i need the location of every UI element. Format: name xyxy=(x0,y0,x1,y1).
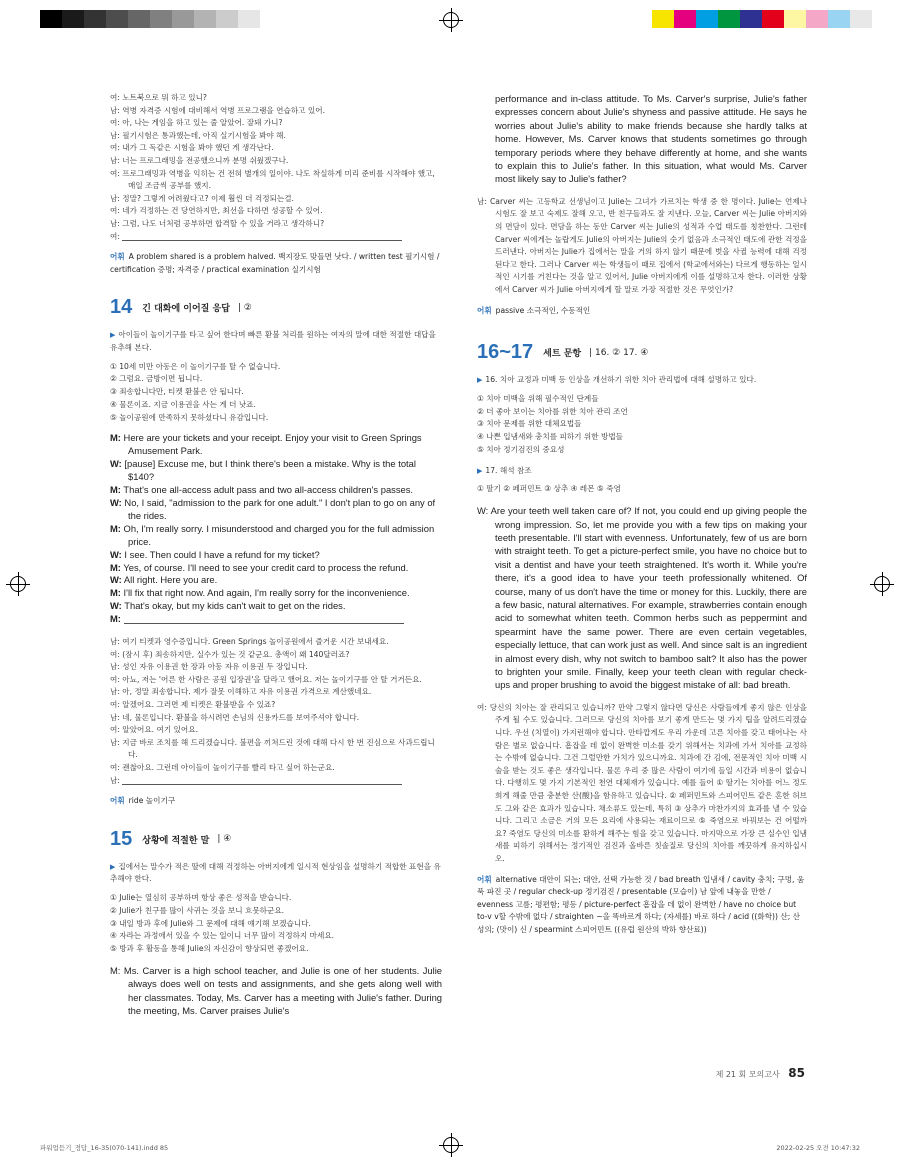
dialog-line: 남: 네, 물론입니다. 환불을 하시려면 손님의 신용카드를 보여주셔야 합니다. xyxy=(110,712,360,722)
dialog-line-blank: 여: xyxy=(110,231,442,244)
dialog-line: M: Oh, I'm really sorry. I misunderstood and charged you for the full admission price. xyxy=(110,522,435,547)
dialog-line: 여: 괜찮아요. 그런데 아이들이 놀이기구를 빨리 타고 싶어 하는군요. xyxy=(110,763,335,773)
grayscale-bar xyxy=(40,10,260,28)
dialog-line: 여: 알았어요. 여기 있어요. xyxy=(110,725,198,735)
question-title: 긴 대화에 이어질 응답 xyxy=(142,304,230,315)
question-16-explain: ▶ 16. 치아 교정과 미백 등 인상을 개선하기 위한 치아 관리법에 대해 설명하고 있다. xyxy=(477,375,757,385)
question-title: 상황에 적절한 말 xyxy=(142,835,210,846)
choice: ① Julie는 열심히 공부하며 항상 좋은 성적을 받습니다. xyxy=(110,892,292,902)
dialog-line: W: I see. Then could I have a refund for my ticket? xyxy=(110,548,320,560)
print-slug-date: 2022-02-25 오전 10:47:32 xyxy=(776,1144,860,1152)
dialog-line: 여: 아, 나는 게임을 하고 있는 줄 알았어. 잘돼 가니? xyxy=(110,118,283,128)
question-answer: | ④ xyxy=(217,834,232,845)
choice: ④ 나쁜 입냄새와 충치를 피하기 위한 방법들 xyxy=(477,432,623,442)
question-16-17-header xyxy=(477,341,807,364)
question-15-english-continued: performance and in-class attitude. To Ms. Carver's surprise, Julie's father expresses concern about Julie's shyness and passive attitude. He says he worries about Julie's ability to make friends because she hardly talks at home. However, Ms. Carver knows that students sometimes go through temporary periods where they behave differently at home, and she wants to explain this to Julie's father. In this situation, what would Ms. Carver most likely say to Julie's father? xyxy=(495,93,807,185)
dialog-line: 여: 네가 걱정하는 건 당연하지만, 최선을 다하면 성공할 수 있어. xyxy=(110,206,323,216)
dialog-line: 여: 내가 그 독같은 시험을 봐야 했던 게 생각난다. xyxy=(110,143,274,153)
dialog-13-korean xyxy=(110,92,442,243)
question-answer: | ② xyxy=(237,302,252,313)
triangle-icon: ▶ xyxy=(477,466,483,475)
choice: ① 10세 미만 아동은 이 놀이기구를 탈 수 없습니다. xyxy=(110,361,281,371)
left-column xyxy=(110,92,442,1018)
triangle-icon: ▶ xyxy=(110,331,116,340)
dialog-line: M: Here are your tickets and your receipt. Enjoy your visit to Green Springs Amusement Park. xyxy=(110,432,422,457)
vocab-13: 어휘 A problem shared is a problem halved. 백지장도 맞들면 낫다. / written test 필기시험 / certification 증명; 자격증 / practical examination 실기시험 xyxy=(110,252,440,274)
question-title: 세트 문항 xyxy=(543,349,582,360)
dialog-line: W: That's okay, but my kids can't wait to get on the rides. xyxy=(110,600,346,612)
vocab-16: 어휘 alternative 대안이 되는; 대안, 선택 가능한 것 / bad breath 입냄새 / cavity 충치; 구멍, 움푹 파진 곳 / regular check-up 정기검진 / presentable (모습이) 남 앞에 내놓을 만한 / evenness 고름; 평편함; 평등 / picture-perfect 흠잡을 데 없이 완벽한 / have no choice but to-v v할 수밖에 없다 / straighten ~을 똑바르게 하다; (자세를) 바로 하다 / acid ((화학)) 산; 산성의; (맛이) 신 / spearmint 스피어민트 ((유럽 원산의 박하 향산료)) xyxy=(477,874,805,934)
question-16-english-text: W: Are your teeth well taken care of? If not, you could end up giving people the wrong impression. So, let me provide you with a few tips on making your teeth presentable. I'll start with evenness. Unfortunately, few of us are born with straight teeth. To get a picture-perfect smile, you have no choice but to visit a dentist and have your teeth straightened. It's worth it. While you're there, it's a good idea to have your teeth professionally whitened. Of course, many of us don't have the time or money for this. Luckily, there are a few basic, natural alternatives. For example, strawberries contain enough acid to somewhat whiten teeth. Common herbs such as peppermint and spearmint have the same power. There are even certain vegetables, especially lettuce, that can work just as well. And since salt is an ingredient in almost every dish, why not switch to bamboo salt? It also has the power to brighten your smile. Finally, keep your teeth clean with regular check-ups and proper brushing to avoid the biggest mistake of all: bad breath. xyxy=(477,505,807,691)
question-number: 16~17 xyxy=(477,341,534,364)
choice-row: ① 딸기 ② 페퍼민트 ③ 상추 ④ 레몬 ⑤ 죽염 xyxy=(477,484,621,494)
question-15-header xyxy=(110,828,442,851)
dialog-line: 여: 노트북으로 뭐 하고 있니? xyxy=(110,93,207,102)
dialog-line: W: No, I said, "admission to the park for one adult." I don't plan to go on any of the rides. xyxy=(110,497,436,521)
dialog-line: 남: 필기시험은 통과했는데, 아직 실기시험을 봐야 해. xyxy=(110,130,286,140)
dialog-line: 남: 너는 프로그래밍을 전공했으니까 분명 쉬웠겠구나. xyxy=(110,155,289,165)
question-15-explain: ▶ 집에서는 말수가 적은 딸에 대해 걱정하는 아버지에게 일시적 현상임을 설명하기 적합한 표현을 유추해야 한다. xyxy=(110,861,441,884)
dialog-line: 여: 프로그래밍과 역병을 익히는 건 전혀 별개의 일이야. 나도 착실하게 미리 준비를 시작해야 했고, 매일 조금씩 공부를 했지. xyxy=(110,168,435,191)
color-bar xyxy=(652,10,872,28)
vocab-14: 어휘 ride 놀이기구 xyxy=(110,796,176,806)
page-number: 85 xyxy=(788,1066,805,1080)
registration-mark-icon xyxy=(443,1137,459,1153)
dialog-line: 남: 여기 티켓과 영수증입니다. Green Springs 놀이공원에서 즐거운 시간 보내세요. xyxy=(110,637,389,647)
vocab-15: 어휘 passive 소극적인, 수동적인 xyxy=(477,305,591,315)
footer-label: 제 21 회 모의고사 xyxy=(715,1070,780,1079)
choice: ③ 치아 문제를 위한 대체요법들 xyxy=(477,419,582,429)
dialog-14-korean xyxy=(110,636,442,787)
question-16-korean-text: 여: 당신의 치아는 잘 관리되고 있습니까? 만약 그렇지 않다면 당신은 사람들에게 좋지 않은 인상을 주게 될 수도 있습니다. 그러므로 당신의 치아를 보기 좋게 만드는 몇 가지 팁을 알려드리겠습니다. 우선 (치열이) 가지런해야 합니다. 안타깝게도 우리 가운데 고른 치아를 갖고 태어나는 사람은 별로 없습니다. 흠잡을 데 없이 완벽한 미소를 갖기 위해서는 치과에 가서 치아를 교정하는 수밖에 없습니다. 그건 그럴만한 가치가 있으니까요. 치과에 간 김에, 전문적인 치아 미백 시술을 받는 것도 좋은 생각입니다. 물론 우리 중 많은 사람이 여기에 들일 시간과 비용이 없습니다. 다행히도 몇 가지 기본적인 천연 대체재가 있습니다. 예를 들어 ① 딸기는 치아를 어느 정도 희게 해줄 만큼 충분한 산(酸)을 함유하고 있습니다. ② 페퍼민트와 스피어민트 같은 흔한 허브도 그와 같은 효과가 있습니다. 채소류도 있는데, 특히 ③ 상추가 마찬가지의 효과를 낼 수 있습니다. 그리고 소금은 거의 모든 요리에 사용되는 재료이므로 ⑤ 죽염으로 바꿔보는 건 어떨까요? 죽염도 당신의 미소를 환하게 해주는 힘을 갖고 있습니다. 마지막으로 가장 큰 실수인 입냄새를 피하기 위해서는 정기적인 검진과 올바른 칫솔질로 당신의 치아를 깨끗하게 유지하십시오. xyxy=(477,702,807,863)
dialog-line-blank: 남: xyxy=(110,775,442,788)
registration-mark-icon xyxy=(443,12,459,28)
choice: ② 더 좋아 보이는 치아를 위한 치아 관리 조언 xyxy=(477,406,628,416)
question-14-explain: ▶ 아이들이 놀이기구를 타고 싶어 한다며 빠른 환불 처리를 원하는 여자의 말에 대한 적절한 대답을 유추해 본다. xyxy=(110,330,436,352)
dialog-line: W: All right. Here you are. xyxy=(110,574,218,586)
dialog-line: 여: 아뇨, 저는 '어른 한 사람은 공원 입장권'을 달라고 했어요. 저는 놀이기구를 안 탈 거거든요. xyxy=(110,674,422,684)
question-number: 15 xyxy=(110,827,133,850)
choice: ④ 물론이죠. 지금 이용권을 사는 게 더 낫죠. xyxy=(110,399,256,409)
page-footer xyxy=(716,1066,805,1080)
dialog-line: M: Yes, of course. I'll need to see your credit card to process the refund. xyxy=(110,561,409,573)
print-slug-file: 파워업듣기_정답_16-35(070-141).indd 85 xyxy=(40,1144,169,1152)
dialog-line: 남: 성인 자유 이용권 한 장과 아동 자유 이용권 두 장입니다. xyxy=(110,662,308,672)
choice: ⑤ 방과 후 활동을 통해 Julie의 자신감이 향상되면 좋겠어요. xyxy=(110,944,309,954)
registration-mark-icon xyxy=(10,576,26,592)
registration-mark-icon xyxy=(874,576,890,592)
choice: ② 그럼요. 금방이면 됩니다. xyxy=(110,374,203,384)
dialog-line: W: [pause] Excuse me, but I think there's been a mistake. Why is the total $140? xyxy=(110,458,416,483)
dialog-line: 여: 알겠어요. 그러면 제 티켓은 환불받을 수 있죠? xyxy=(110,700,276,710)
question-15-english-text: M: Ms. Carver is a high school teacher, and Julie is one of her students. Julie always does well on tests and assignments, and she gets along well with her classmates. Today, Ms. Carver has a meeting with Julie's father. During the meeting, Ms. Carver praises Julie's xyxy=(110,964,442,1017)
choice: ⑤ 놀이공원에 만족하지 못하셨다니 유감입니다. xyxy=(110,412,269,422)
choice: ① 치아 미백을 위해 필수적인 단계들 xyxy=(477,393,599,403)
dialog-line: 남: 아, 정말 죄송합니다. 제가 잘못 이해하고 자유 이용권 가격으로 계산했네요. xyxy=(110,687,372,697)
choice: ③ 죄송합니다만, 티켓 환불은 안 됩니다. xyxy=(110,387,244,397)
choice: ④ 자라는 과정에서 있을 수 있는 일이니 너무 많이 걱정하지 마세요. xyxy=(110,931,335,941)
choice: ③ 내일 방과 후에 Julie와 그 문제에 대해 얘기해 보겠습니다. xyxy=(110,918,311,928)
choice: ② Julie가 친구를 많이 사귀는 것을 보니 흐뭇하군요. xyxy=(110,905,285,915)
dialog-line-blank: M: xyxy=(110,613,442,626)
choice: ⑤ 치아 정기검진의 중요성 xyxy=(477,444,565,454)
triangle-icon: ▶ xyxy=(477,376,483,385)
question-15-korean-text: 남: Carver 씨는 고등학교 선생님이고 Julie는 그녀가 가르치는 학생 중 한 명이다. Julie는 언제나 시험도 잘 보고 숙제도 잘해 오고, 반 친구들과도 잘 지낸다. 오늘, Carver 씨는 Julie 아버지와의 면담이 있다. 면담을 하는 동안 Carver 씨는 Julie의 성적과 수업 태도를 칭찬한다. 그런데 Carver 씨에게는 놀랍게도 Julie의 아버지는 Julie의 숫기 없음과 소극적인 태도에 관한 걱정을 드러낸다. 아버지는 Julie가 집에서는 말을 거의 하지 않기 때문에 벗을 사귈 능력에 대해 걱정된다고 한다. 그러나 Carver 씨는 학생들이 때로 집에서 (학교에서와는) 다르게 행동하는 일시적인 시기를 거친다는 것을 알고 있어서, Julie 아버지에게 이를 설명하고자 한다. 이러한 상황에서 Carver 씨가 Julie 아버지에게 할 말로 가장 적절한 것은 무엇인가? xyxy=(477,196,807,294)
dialog-line: M: I'll fix that right now. And again, I'm really sorry for the inconvenience. xyxy=(110,587,410,599)
dialog-line: M: That's one all-access adult pass and two all-access children's passes. xyxy=(110,484,414,496)
question-17-explain: ▶ 17. 해석 참조 xyxy=(477,465,532,475)
triangle-icon: ▶ xyxy=(110,862,116,871)
dialog-line: 남: 역병 자격증 시험에 대비해서 역병 프로그램을 연습하고 있어. xyxy=(110,105,326,115)
dialog-line: 남: 지금 바로 조치를 해 드리겠습니다. 불편을 끼쳐드린 것에 대해 다시 한 번 진심으로 사과드립니다. xyxy=(110,737,435,760)
dialog-line: 남: 그럼, 나도 너처럼 공부하면 합격할 수 있을 거라고 생각하니? xyxy=(110,218,325,228)
dialog-line: 여: (잠시 후) 죄송하지만, 실수가 있는 것 같군요. 총액이 왜 140달러죠? xyxy=(110,649,350,659)
dialog-line: 남: 정말? 그렇게 어려웠다고? 이제 훨씬 더 걱정되는걸. xyxy=(110,193,294,203)
question-answer: | 16. ② 17. ④ xyxy=(589,347,649,358)
dialog-14-english xyxy=(110,432,442,626)
question-number: 14 xyxy=(110,296,133,319)
question-14-header xyxy=(110,296,442,319)
right-column xyxy=(477,92,807,937)
